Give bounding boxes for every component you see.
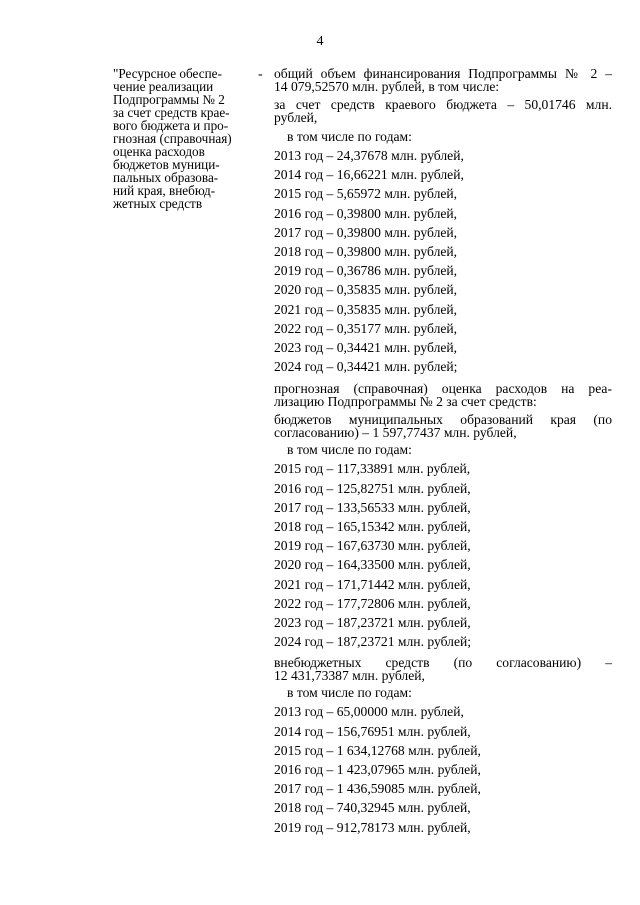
extrabudgetary-line: 12 431,73387 млн. рублей, bbox=[274, 668, 425, 684]
extrabudgetary-years-list bbox=[274, 702, 612, 836]
by-years-heading: в том числе по годам: bbox=[287, 129, 412, 144]
year-amount-row: 2021 год – 171,71442 млн. рублей, bbox=[274, 576, 471, 592]
year-amount-row: 2019 год – 912,78173 млн. рублей, bbox=[274, 819, 471, 835]
year-amount-row: 2014 год – 16,66221 млн. рублей, bbox=[274, 167, 464, 183]
year-amount-row: 2016 год – 125,82751 млн. рублей, bbox=[274, 480, 471, 496]
municipal-budget-line: бюджетов муниципальных образований края (по bbox=[274, 412, 612, 428]
by-years-heading: в том числе по годам: bbox=[287, 442, 412, 458]
year-amount-row: 2018 год – 0,39800 млн. рублей, bbox=[274, 244, 458, 260]
forecast-intro-line: прогнозная (справочная) оценка расходов на реа- bbox=[274, 381, 612, 397]
left-label-line: Подпрограммы № 2 bbox=[113, 92, 225, 107]
year-amount-row: 2018 год – 165,15342 млн. рублей, bbox=[274, 519, 471, 535]
left-label-line: гнозная (справочная) bbox=[113, 131, 232, 146]
year-amount-row: 2015 год – 1 634,12768 млн. рублей, bbox=[274, 742, 481, 758]
left-label-line: вого бюджета и про- bbox=[113, 118, 229, 133]
page-number: 4 bbox=[316, 34, 324, 49]
year-amount-row: 2020 год – 0,35835 млн. рублей, bbox=[274, 282, 458, 298]
year-amount-row: 2022 год – 177,72806 млн. рублей, bbox=[274, 595, 471, 611]
year-amount-row: 2013 год – 24,37678 млн. рублей, bbox=[274, 148, 464, 163]
year-amount-row: 2022 год – 0,35177 млн. рублей, bbox=[274, 320, 458, 336]
right-column-content bbox=[274, 67, 612, 837]
year-amount-row: 2015 год – 117,33891 млн. рублей, bbox=[274, 461, 471, 477]
total-financing-line: 14 079,52570 млн. рублей, в том числе: bbox=[274, 79, 500, 94]
forecast-intro-line: лизацию Подпрограммы № 2 за счет средств: bbox=[274, 394, 537, 410]
year-amount-row: 2019 год – 167,63730 млн. рублей, bbox=[274, 538, 471, 554]
year-amount-row: 2017 год – 1 436,59085 млн. рублей, bbox=[274, 781, 481, 797]
left-label-line: чение реализации bbox=[113, 79, 214, 94]
left-label-line: оценка расходов bbox=[113, 144, 205, 159]
municipal-years-list bbox=[274, 459, 612, 651]
left-label-line: бюджетов муници- bbox=[113, 157, 220, 172]
year-amount-row: 2023 год – 0,34421 млн. рублей, bbox=[274, 340, 458, 356]
left-label-line: "Ресурсное обеспе- bbox=[113, 66, 222, 81]
year-amount-row: 2017 год – 133,56533 млн. рублей, bbox=[274, 499, 471, 515]
year-amount-row: 2024 год – 187,23721 млн. рублей; bbox=[274, 634, 472, 650]
year-amount-row: 2013 год – 65,00000 млн. рублей, bbox=[274, 704, 464, 720]
year-amount-row: 2021 год – 0,35835 млн. рублей, bbox=[274, 301, 458, 317]
left-label-line: ний края, внебюд- bbox=[113, 183, 216, 198]
year-amount-row: 2023 год – 187,23721 млн. рублей, bbox=[274, 615, 471, 631]
extrabudgetary-line: внебюджетных средств (по согласованию) – bbox=[274, 655, 612, 671]
year-amount-row: 2018 год – 740,32945 млн. рублей, bbox=[274, 800, 471, 816]
left-column-label bbox=[113, 67, 253, 210]
year-amount-row: 2016 год – 0,39800 млн. рублей, bbox=[274, 205, 458, 221]
year-amount-row: 2015 год – 5,65972 млн. рублей, bbox=[274, 186, 458, 202]
regional-budget-line: рублей, bbox=[274, 110, 318, 125]
year-amount-row: 2017 год – 0,39800 млн. рублей, bbox=[274, 224, 458, 240]
year-amount-row: 2024 год – 0,34421 млн. рублей; bbox=[274, 359, 458, 375]
regional-years-list bbox=[274, 146, 612, 376]
left-label-line: за счет средств крае- bbox=[113, 105, 230, 120]
total-financing-line: общий объем финансирования Подпрограммы № 2 – bbox=[274, 66, 612, 81]
left-label-line: жетных средств bbox=[113, 196, 203, 211]
by-years-heading: в том числе по годам: bbox=[287, 685, 412, 701]
left-label-line: пальных образова- bbox=[113, 170, 219, 185]
year-amount-row: 2014 год – 156,76951 млн. рублей, bbox=[274, 723, 471, 739]
municipal-budget-line: согласованию) – 1 597,77437 млн. рублей, bbox=[274, 425, 517, 441]
year-amount-row: 2019 год – 0,36786 млн. рублей, bbox=[274, 263, 458, 279]
regional-budget-line: за счет средств краевого бюджета – 50,01746 млн. bbox=[274, 97, 612, 112]
bullet-dash: - bbox=[258, 67, 263, 82]
year-amount-row: 2020 год – 164,33500 млн. рублей, bbox=[274, 557, 471, 573]
year-amount-row: 2016 год – 1 423,07965 млн. рублей, bbox=[274, 762, 481, 778]
